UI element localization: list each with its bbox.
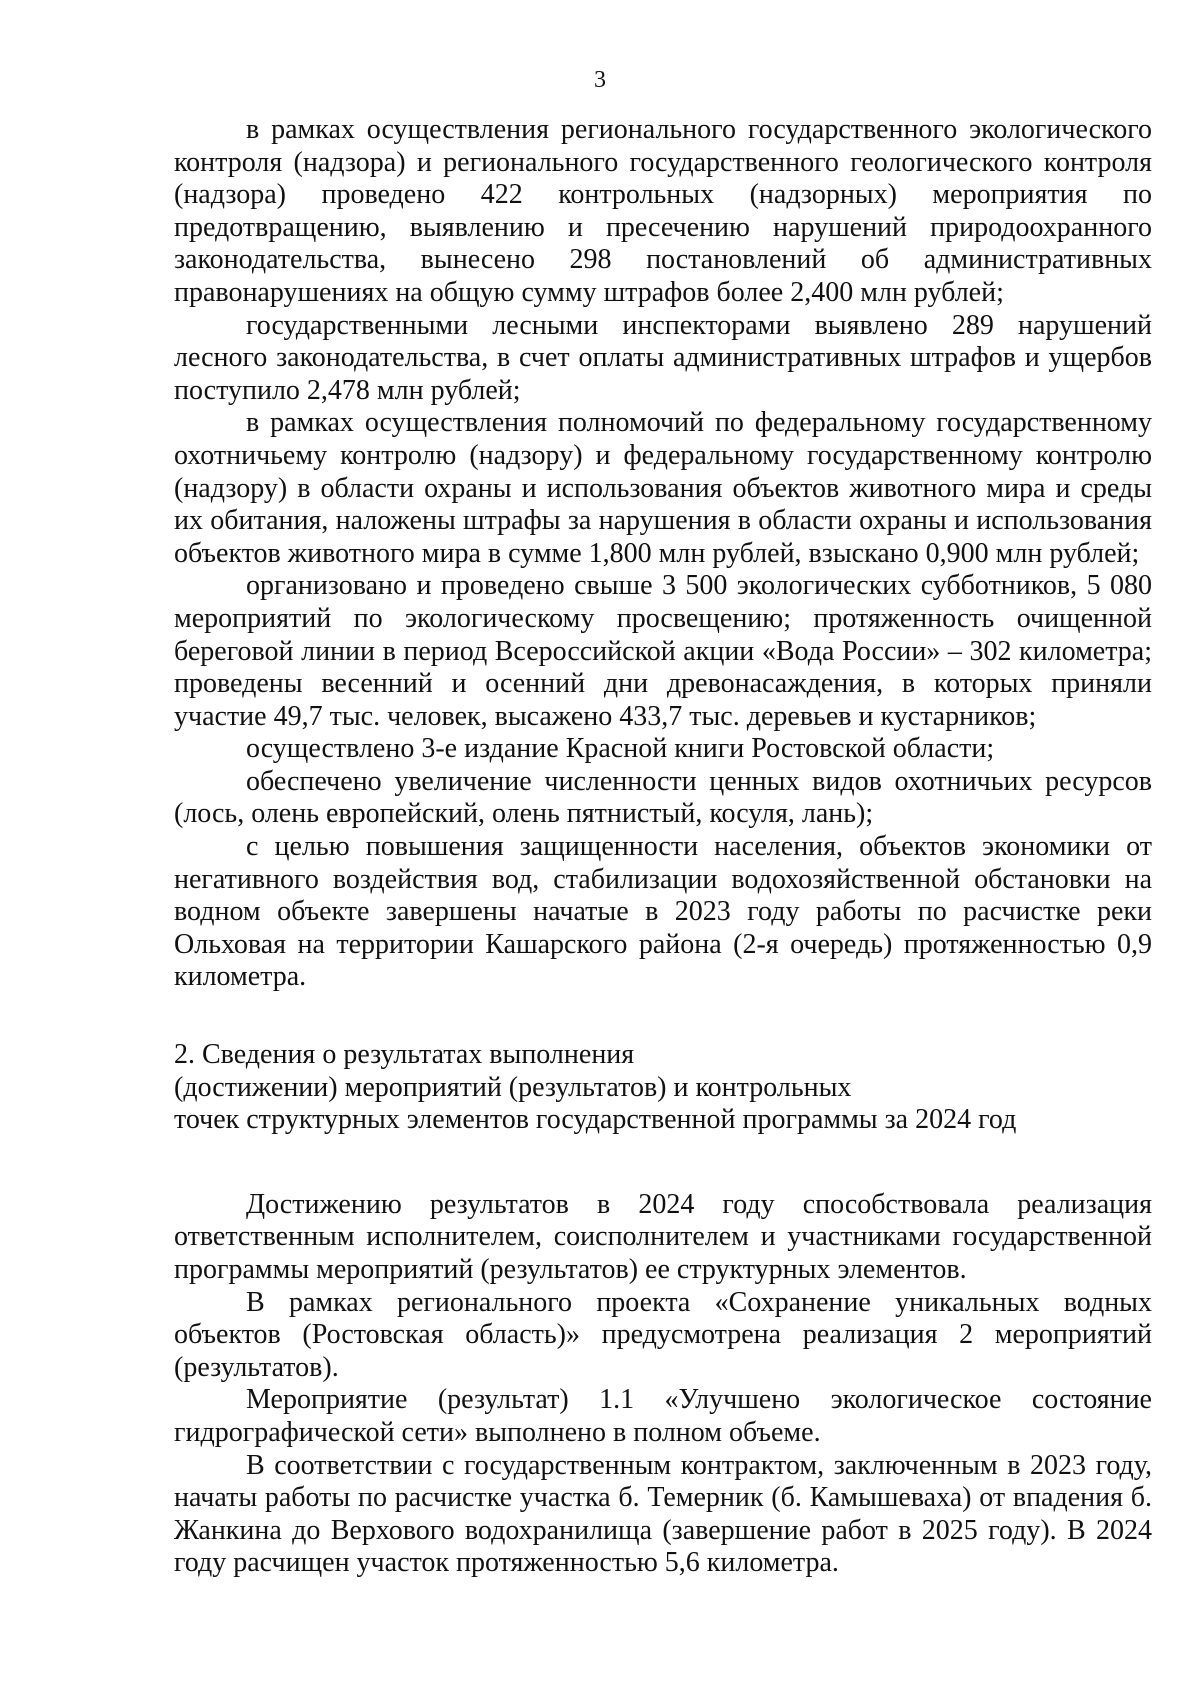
paragraph-measure-1-1: Мероприятие (результат) 1.1 «Улучшено экологическое состояние гидрографической сети» выполнено в полном объеме. <box>174 1384 1152 1448</box>
section-title-line-3: точек структурных элементов государственной программы за 2024 год <box>174 1104 1017 1136</box>
paragraph-hunting-resources: обеспечено увеличение численности ценных видов охотничьих ресурсов (лось, олень европейский, олень пятнистый, косуля, лань); <box>174 765 1152 830</box>
section-title-line-2: (достижении) мероприятий (результатов) и контрольных <box>174 1071 852 1103</box>
paragraph-ecological-control: в рамках осуществления регионального государственного экологического контроля (надзора) и регионального государственного геологического контроля (надзора) проведено 422 контрольных (надзорных) мероприятия по предотвращению, выявлению и пресечению нарушений природоохранного законодательства, вынесено 298 постановлений об административных правонарушениях на общую сумму штрафов более 2,400 млн рублей; <box>174 114 1152 308</box>
page-number: 3 <box>594 67 606 93</box>
paragraph-contract-temernik: В соответствии с государственным контрактом, заключенным в 2023 году, начаты работы по расчистке участка б. Темерник (б. Камышеваха) от впадения б. Жанкина до Верхового водохранилища (завершение работ в 2025 году). В 2024 году расчищен участок протяженностью 5,6 километра. <box>174 1449 1152 1579</box>
document-body <box>174 114 1152 1580</box>
paragraph-red-book: осуществлено 3-е издание Красной книги Ростовской области; <box>246 733 995 765</box>
paragraph-forest-inspectors: государственными лесными инспекторами выявлено 289 нарушений лесного законодательства, в счет оплаты административных штрафов и ущербов поступило 2,478 млн рублей; <box>174 309 1152 406</box>
paragraph-results-achievement: Достижению результатов в 2024 году способствовала реализация ответственным исполнителем, соисполнителем и участниками государственной программы мероприятий (результатов) ее структурных элементов. <box>174 1188 1152 1285</box>
paragraph-river-clearing: с целью повышения защищенности населения, объектов экономики от негативного воздействия вод, стабилизации водохозяйственной обстановки на водном объекте завершены начатые в 2023 году работы по расчистке реки Ольховая на территории Кашарского района (2-я очередь) протяженностью 0,9 километра. <box>174 831 1152 993</box>
section-title <box>174 1039 1152 1137</box>
paragraph-subbotniks: организовано и проведено свыше 3 500 экологических субботников, 5 080 мероприятий по экологическому просвещению; протяженность очищенной береговой линии в период Всероссийской акции «Вода России» – 302 километра; проведены весенний и осенний дни древонасаждения, в которых приняли участие 49,7 тыс. человек, высажено 433,7 тыс. деревьев и кустарников; <box>174 570 1152 732</box>
section-title-line-1: 2. Сведения о результатах выполнения <box>174 1039 635 1071</box>
paragraph-hunting-control: в рамках осуществления полномочий по федеральному государственному охотничьему контролю (надзору) и федеральному государственному контролю (надзору) в области охраны и использования объектов животного мира и среды их обитания, наложены штрафы за нарушения в области охраны и использования объектов животного мира в сумме 1,800 млн рублей, взыскано 0,900 млн рублей; <box>174 407 1152 569</box>
paragraph-regional-project: В рамках регионального проекта «Сохранение уникальных водных объектов (Ростовская область)» предусмотрена реализация 2 мероприятий (результатов). <box>174 1286 1152 1383</box>
